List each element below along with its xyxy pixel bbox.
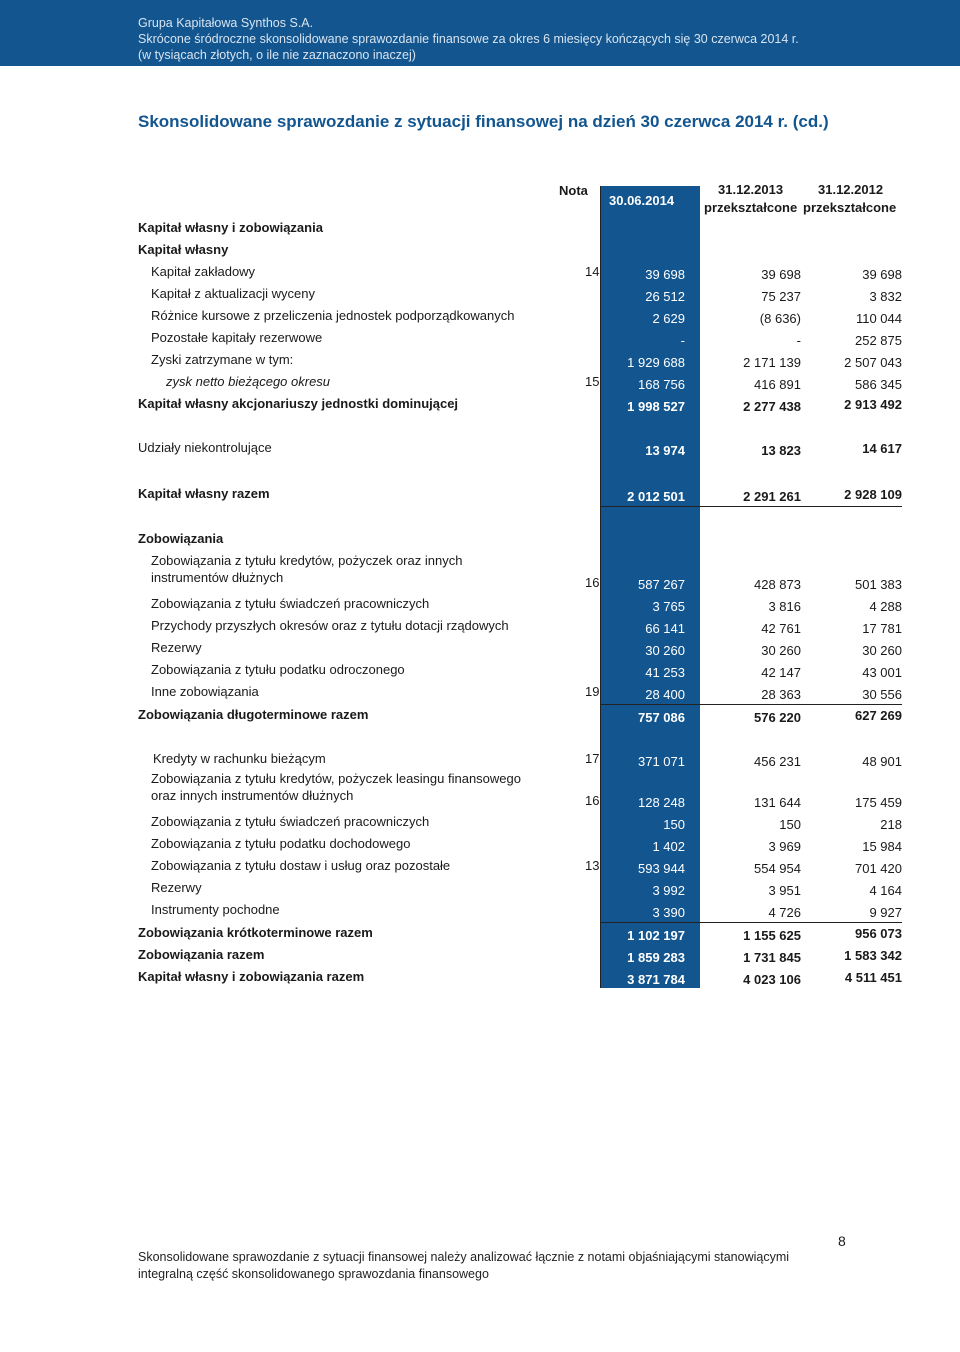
value-2012: 2 928 109 — [844, 487, 902, 502]
value-2012: 110 044 — [855, 311, 902, 326]
row-underline — [601, 506, 902, 507]
value-2013: 4 023 106 — [743, 972, 801, 987]
footer-note: Skonsolidowane sprawozdanie z sytuacji finansowej należy analizować łącznie z notami objaśniającymi stanowiącymi integralną część skonsolidowanego sprawozdania finansowego — [138, 1250, 790, 1281]
value-2014: 150 — [663, 817, 685, 832]
value-2014: 1 929 688 — [627, 355, 685, 370]
row-label: Kapitał własny — [138, 242, 229, 257]
value-2014: 3 765 — [652, 599, 685, 614]
row-underline — [601, 922, 902, 923]
value-2013: 3 951 — [768, 883, 801, 898]
value-2012: 4 511 451 — [844, 970, 902, 985]
report-name: Skrócone śródroczne skonsolidowane sprawozdanie finansowe za okres 6 miesięcy kończących się 30 czerwca 2014 r. — [138, 32, 799, 46]
col-subheader-2012: przekształcone — [803, 200, 897, 215]
value-2012: 3 832 — [869, 289, 902, 304]
value-2013: (8 636) — [759, 311, 801, 326]
row-label: Zobowiązania razem — [138, 947, 265, 962]
value-2014: 593 944 — [638, 861, 685, 876]
value-2012: 15 984 — [862, 839, 902, 854]
value-2013: 2 277 438 — [743, 399, 801, 414]
value-2012: 175 459 — [855, 795, 902, 810]
value-2013: 131 644 — [754, 795, 801, 810]
value-2014: - — [680, 333, 685, 348]
row-note-ref: 17 — [585, 751, 600, 766]
value-2012: 218 — [880, 817, 902, 832]
value-2014: 66 141 — [645, 621, 685, 636]
value-2012: 4 288 — [869, 599, 902, 614]
value-2013: 2 171 139 — [743, 355, 801, 370]
column-divider — [600, 186, 601, 988]
value-2014: 168 756 — [638, 377, 685, 392]
value-2014: 371 071 — [638, 754, 685, 769]
value-2014: 1 998 527 — [627, 399, 685, 414]
row-note-ref: 13 — [585, 858, 600, 873]
value-2013: 42 761 — [761, 621, 801, 636]
row-label: Zobowiązania z tytułu świadczeń pracowniczych — [151, 814, 430, 829]
value-2012: 701 420 — [855, 861, 902, 876]
value-2012: 4 164 — [869, 883, 902, 898]
value-2012: 2 913 492 — [844, 397, 902, 412]
col-header-2013: 31.12.2013 — [718, 182, 784, 197]
value-2012: 2 507 043 — [844, 355, 902, 370]
value-2013: 576 220 — [754, 710, 801, 725]
value-2013: 1 731 845 — [743, 950, 801, 965]
value-2012: 39 698 — [862, 267, 902, 282]
row-label: Kredyty w rachunku bieżącym — [153, 751, 326, 766]
row-label: Pozostałe kapitały rezerwowe — [151, 330, 323, 345]
row-label: Zobowiązania z tytułu podatku dochodowego — [151, 836, 411, 851]
value-2012: 48 901 — [862, 754, 902, 769]
value-2013: 3 816 — [768, 599, 801, 614]
row-label: Instrumenty pochodne — [151, 902, 280, 917]
row-label: Kapitał zakładowy — [151, 264, 256, 279]
value-2012: 1 583 342 — [844, 948, 902, 963]
value-2012: 30 556 — [862, 687, 902, 702]
value-2012: 586 345 — [855, 377, 902, 392]
col-subheader-2013: przekształcone — [704, 200, 798, 215]
value-2013: 428 873 — [754, 577, 801, 592]
value-2014: 3 992 — [652, 883, 685, 898]
row-label: Różnice kursowe z przeliczenia jednostek podporządkowanych — [151, 308, 515, 323]
value-2014: 1 102 197 — [627, 928, 685, 943]
value-2013: 416 891 — [754, 377, 801, 392]
value-2013: 2 291 261 — [743, 489, 801, 504]
row-label: Kapitał własny razem — [138, 486, 270, 501]
value-2014: 39 698 — [645, 267, 685, 282]
value-2014: 26 512 — [645, 289, 685, 304]
row-label: Zyski zatrzymane w tym: — [151, 352, 294, 367]
value-2013: 1 155 625 — [743, 928, 801, 943]
value-2013: 75 237 — [761, 289, 801, 304]
row-label: Przychody przyszłych okresów oraz z tytułu dotacji rządowych — [151, 618, 509, 633]
row-label: Zobowiązania — [138, 531, 224, 546]
value-2013: 13 823 — [761, 443, 801, 458]
row-label-continued: instrumentów dłużnych — [151, 570, 284, 585]
value-2012: 627 269 — [855, 708, 902, 723]
value-2014: 41 253 — [645, 665, 685, 680]
units-note: (w tysiącach złotych, o ile nie zaznaczono inaczej) — [138, 48, 416, 62]
row-label: Zobowiązania długoterminowe razem — [138, 707, 369, 722]
value-2013: 554 954 — [754, 861, 801, 876]
value-2012: 501 383 — [855, 577, 902, 592]
value-2013: 30 260 — [761, 643, 801, 658]
value-2014: 3 871 784 — [627, 972, 685, 987]
value-2013: 456 231 — [754, 754, 801, 769]
value-2013: 42 147 — [761, 665, 801, 680]
value-2014: 1 402 — [652, 839, 685, 854]
value-2014: 2 629 — [652, 311, 685, 326]
row-label: Zobowiązania z tytułu dostaw i usług oraz pozostałe — [151, 858, 451, 873]
row-label: Kapitał z aktualizacji wyceny — [151, 286, 316, 301]
value-2013: 4 726 — [768, 905, 801, 920]
row-note-ref: 16 — [585, 793, 600, 808]
row-label: Zobowiązania z tytułu podatku odroczonego — [151, 662, 405, 677]
company-name: Grupa Kapitałowa Synthos S.A. — [138, 16, 314, 30]
value-2013: 39 698 — [761, 267, 801, 282]
row-label: Rezerwy — [151, 640, 202, 655]
value-2012: 9 927 — [869, 905, 902, 920]
row-label: Zobowiązania z tytułu kredytów, pożyczek leasingu finansowego — [151, 771, 521, 786]
value-2013: 150 — [779, 817, 801, 832]
row-label: Zobowiązania krótkoterminowe razem — [138, 925, 373, 940]
row-label: Kapitał własny i zobowiązania razem — [138, 969, 365, 984]
row-label: Zobowiązania z tytułu kredytów, pożyczek oraz innych — [151, 553, 463, 568]
value-2014: 13 974 — [645, 443, 685, 458]
row-label: Kapitał własny akcjonariuszy jednostki dominującej — [138, 396, 459, 411]
row-label: Inne zobowiązania — [151, 684, 259, 699]
col-header-2014: 30.06.2014 — [609, 193, 675, 208]
value-2012: 43 001 — [862, 665, 902, 680]
row-note-ref: 19 — [585, 684, 600, 699]
value-2012: 252 875 — [855, 333, 902, 348]
col-header-2012: 31.12.2012 — [818, 182, 884, 197]
row-note-ref: 15 — [585, 374, 600, 389]
row-note-ref: 14 — [585, 264, 600, 279]
value-2014: 587 267 — [638, 577, 685, 592]
row-label: Zobowiązania z tytułu świadczeń pracowniczych — [151, 596, 430, 611]
value-2013: 28 363 — [761, 687, 801, 702]
row-label: zysk netto bieżącego okresu — [166, 374, 331, 389]
row-label: Kapitał własny i zobowiązania — [138, 220, 323, 235]
value-2012: 17 781 — [862, 621, 902, 636]
row-underline — [601, 704, 902, 705]
value-2014: 128 248 — [638, 795, 685, 810]
row-label-continued: oraz innych instrumentów dłużnych — [151, 788, 354, 803]
value-2012: 956 073 — [855, 926, 902, 941]
report-header — [0, 0, 960, 66]
page-number: 8 — [838, 1233, 846, 1249]
row-label: Rezerwy — [151, 880, 202, 895]
value-2014: 2 012 501 — [627, 489, 685, 504]
value-2014: 1 859 283 — [627, 950, 685, 965]
value-2012: 14 617 — [862, 441, 902, 456]
value-2012: 30 260 — [862, 643, 902, 658]
value-2013: 3 969 — [768, 839, 801, 854]
value-2014: 3 390 — [652, 905, 685, 920]
row-note-ref: 16 — [585, 575, 600, 590]
value-2014: 28 400 — [645, 687, 685, 702]
col-header-nota: Nota — [559, 183, 588, 198]
row-label: Udziały niekontrolujące — [138, 440, 272, 455]
value-2014: 30 260 — [645, 643, 685, 658]
value-2013: - — [796, 333, 801, 348]
page-title: Skonsolidowane sprawozdanie z sytuacji finansowej na dzień 30 czerwca 2014 r. (cd.) — [138, 112, 829, 131]
value-2014: 757 086 — [638, 710, 685, 725]
